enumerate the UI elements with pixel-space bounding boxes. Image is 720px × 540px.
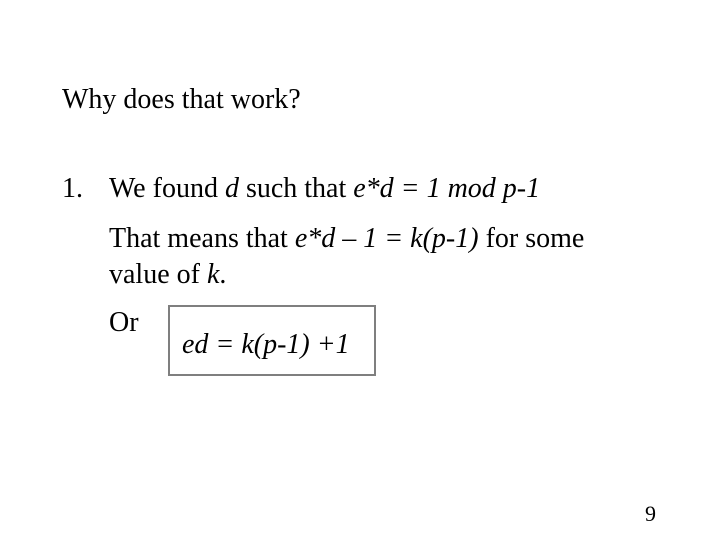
or-label: Or <box>109 307 139 338</box>
list-item-line-3 <box>109 258 226 292</box>
formula-box <box>168 305 376 376</box>
line1-var-d: d <box>224 173 239 204</box>
line2-equation: e*d – 1 = k(p-1) <box>294 223 479 254</box>
list-item-line-1 <box>109 172 540 206</box>
line3-var-k: k <box>206 259 220 290</box>
line2-text-a: That means that <box>109 223 295 254</box>
line1-text-a: We found <box>109 173 225 204</box>
line2-text-c: for some <box>478 223 585 254</box>
slide-title: Why does that work? <box>62 84 301 115</box>
line1-text-c: such that <box>238 173 354 204</box>
page-number: 9 <box>645 501 656 526</box>
formula-text: ed = k(p-1) +1 <box>182 329 350 360</box>
line3-text-a: value of <box>109 259 207 290</box>
line3-period: . <box>219 259 227 290</box>
line1-equation: e*d = 1 mod p-1 <box>353 173 541 204</box>
list-item-number: 1. <box>62 173 83 204</box>
list-item-line-2 <box>109 222 584 256</box>
